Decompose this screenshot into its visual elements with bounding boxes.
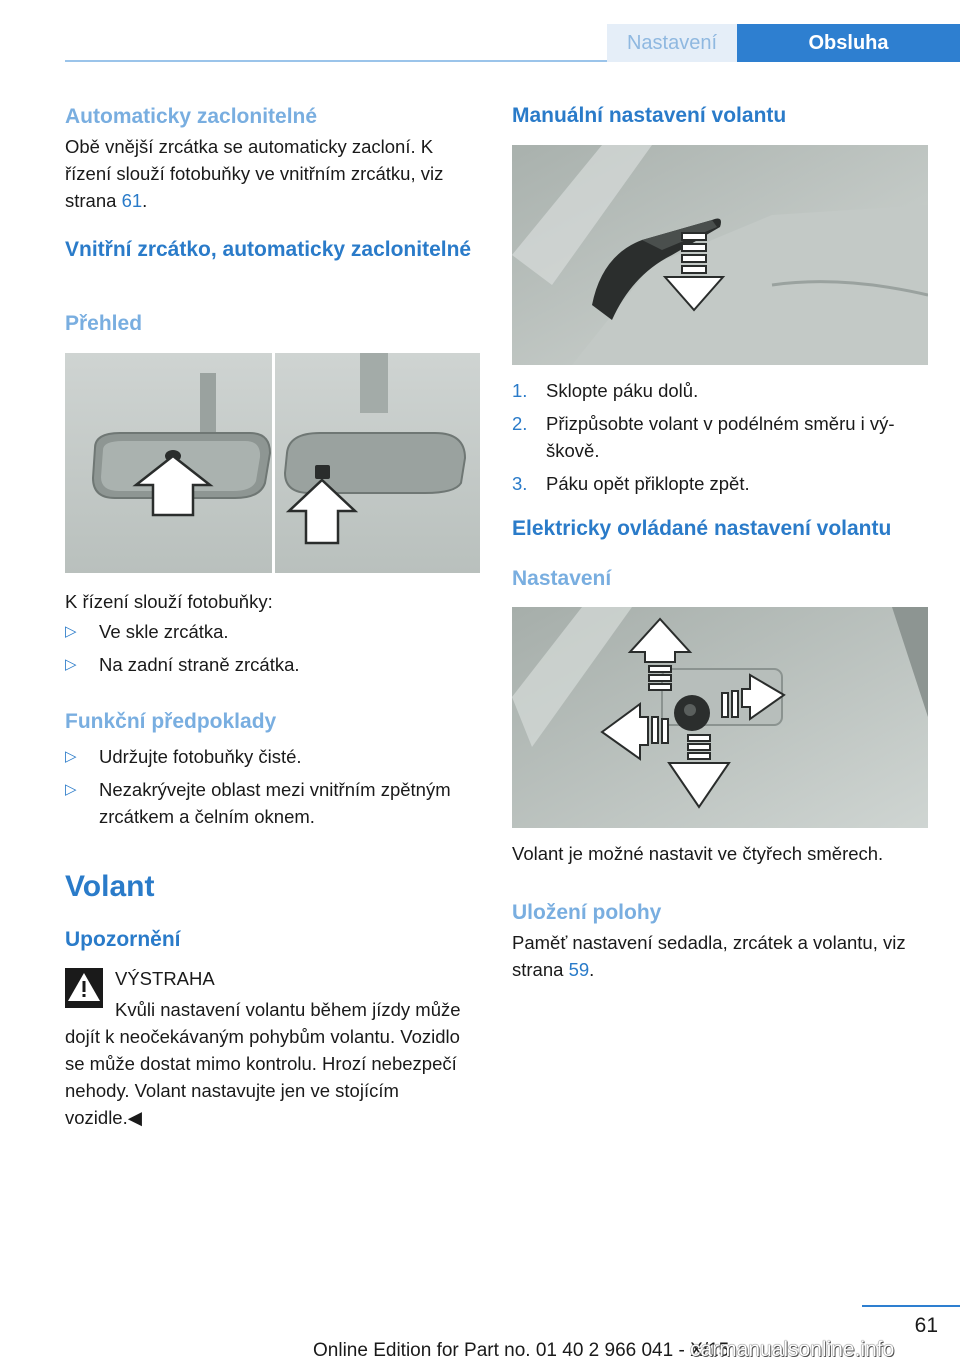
warning-text-block [65, 996, 480, 1131]
chapter-tab: Obsluha [737, 24, 960, 62]
bullet-triangle-icon: ▷ [65, 656, 77, 673]
joystick-photo [512, 607, 928, 828]
watermark: carmanualsonline.info [690, 1338, 895, 1361]
page-link-61[interactable]: 61 [121, 190, 143, 211]
manual-steps [512, 377, 932, 497]
edition-line: Online Edition for Part no. 01 40 2 966 041 - X/15 [313, 1340, 730, 1361]
func-list [65, 743, 480, 830]
mirror-photo [65, 353, 480, 573]
list-item: ▷ Udržujte fotobuňky čisté. [65, 743, 480, 770]
memory-section [512, 901, 932, 983]
lever-photo [512, 145, 928, 365]
func-title: Funkční předpoklady [65, 710, 277, 733]
inner-mirror-title: Vnitřní zrcátko, automaticky zaclonitelné [65, 238, 472, 261]
bullet-triangle-icon: ▷ [65, 748, 77, 765]
memory-title: Uložení polohy [512, 901, 662, 924]
page-link-59[interactable]: 59 [568, 959, 590, 980]
warning-section-title: Upozornění [65, 928, 181, 951]
footer-rule [862, 1305, 960, 1307]
auto-dim-title: Automaticky zaclonitelné [65, 105, 318, 128]
electric-title: Elektricky ovládané nastavení volantu [512, 517, 892, 540]
list-item: ▷ Na zadní straně zrcátka. [65, 651, 480, 678]
memory-text: Paměť nastavení sedadla, zrcátek a volantu, viz strana 59. [512, 932, 906, 980]
photocell-list [65, 618, 480, 678]
list-item: 1. Sklopte páku dolů. [512, 380, 699, 401]
volant-title: Volant [65, 870, 155, 903]
auto-dim-section [65, 105, 480, 214]
list-item: ▷ Ve skle zrcátka. [65, 618, 480, 645]
setting-text: Volant je možné nastavit ve čtyřech směrech. [512, 843, 884, 864]
list-item: 2. Přizpůsobte volant v podélném směru i vý‐škově. [512, 413, 895, 461]
section-tab: Nastavení [607, 24, 737, 62]
bullet-triangle-icon: ▷ [65, 623, 77, 640]
auto-dim-text: Obě vnější zrcátka se automaticky zacloní. K řízení slouží fotobuňky ve vnitřním zrcátku, viz strana 61. [65, 136, 444, 211]
setting-title: Nastavení [512, 567, 612, 590]
list-item: 3. Páku opět přiklopte zpět. [512, 473, 750, 494]
warning-text: Kvůli nastavení volantu během jízdy může dojít k neočekávaným pohybům volantu. Vozidlo se může dostat mimo kontrolu. Hrozí nebezpečí nehody. Volant nastavujte jen ve stojícím vozidle.◀ [65, 999, 461, 1128]
page-number: 61 [914, 1314, 938, 1337]
overview-title: Přehled [65, 312, 143, 335]
photocell-intro: K řízení slouží fotobuňky: [65, 591, 273, 612]
warning-label: VÝSTRAHA [115, 968, 215, 989]
list-item: ▷ Nezakrývejte oblast mezi vnitřním zpětným zrcátkem a čelním oknem. [65, 776, 480, 830]
manual-title: Manuální nastavení volantu [512, 104, 787, 127]
bullet-triangle-icon: ▷ [65, 781, 77, 798]
